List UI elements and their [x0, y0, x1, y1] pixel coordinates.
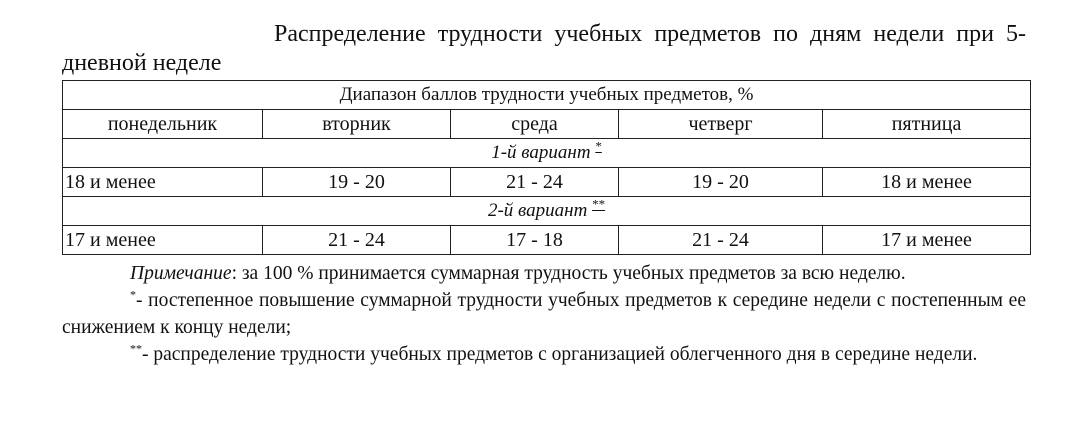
- notes-section: [62, 260, 1026, 368]
- variant2-wednesday: 17 - 18: [451, 226, 619, 255]
- variant2-tuesday: 21 - 24: [263, 226, 451, 255]
- table-title-text: Распределение трудности учебных предметов по дням недели при 5-дневной неделе: [62, 21, 1026, 76]
- footnote-single-star: [62, 287, 1026, 341]
- days-header-row: [63, 110, 1031, 139]
- caption-row: [63, 81, 1031, 110]
- variant2-thursday: 21 - 24: [619, 226, 823, 255]
- variant2-label: 2-й вариант: [487, 200, 588, 221]
- footnote2-text: - распределение трудности учебных предметов с организацией облегченного дня в середине недели.: [142, 344, 978, 365]
- day-header-monday: понедельник: [63, 110, 263, 139]
- day-header-thursday: четверг: [619, 110, 823, 139]
- variant2-values-row: [63, 226, 1031, 255]
- day-header-tuesday: вторник: [263, 110, 451, 139]
- day-header-wednesday: среда: [451, 110, 619, 139]
- variant1-wednesday: 21 - 24: [451, 168, 619, 197]
- difficulty-table: [62, 80, 1031, 255]
- variant1-friday: 18 и менее: [823, 168, 1031, 197]
- footnote2-mark: **: [130, 341, 142, 356]
- variant1-values-row: [63, 168, 1031, 197]
- remark-paragraph: [62, 260, 1026, 287]
- variant2-monday: 17 и менее: [63, 226, 263, 255]
- variant1-monday: 18 и менее: [63, 168, 263, 197]
- table-caption: Диапазон баллов трудности учебных предметов, %: [63, 81, 1031, 110]
- footnote-double-star: [62, 341, 1026, 368]
- day-header-friday: пятница: [823, 110, 1031, 139]
- variant1-footnote-mark: *: [595, 138, 602, 154]
- variant2-friday: 17 и менее: [823, 226, 1031, 255]
- variant2-label-cell: [63, 197, 1031, 226]
- variant1-tuesday: 19 - 20: [263, 168, 451, 197]
- remark-label: Примечание: [130, 263, 232, 284]
- variant1-label-cell: [63, 139, 1031, 168]
- footnote1-text: - постепенное повышение суммарной трудности учебных предметов к середине недели с постепенным ее снижением к концу недели;: [62, 290, 1026, 338]
- variant2-label-row: [63, 197, 1031, 226]
- remark-text: : за 100 % принимается суммарная трудность учебных предметов за всю неделю.: [231, 263, 906, 284]
- variant1-thursday: 19 - 20: [619, 168, 823, 197]
- variant2-footnote-mark: **: [592, 196, 606, 212]
- table-title: [62, 20, 1026, 78]
- footnote1-mark: *: [130, 287, 136, 302]
- variant1-label-row: [63, 139, 1031, 168]
- variant1-label: 1-й вариант: [491, 142, 591, 163]
